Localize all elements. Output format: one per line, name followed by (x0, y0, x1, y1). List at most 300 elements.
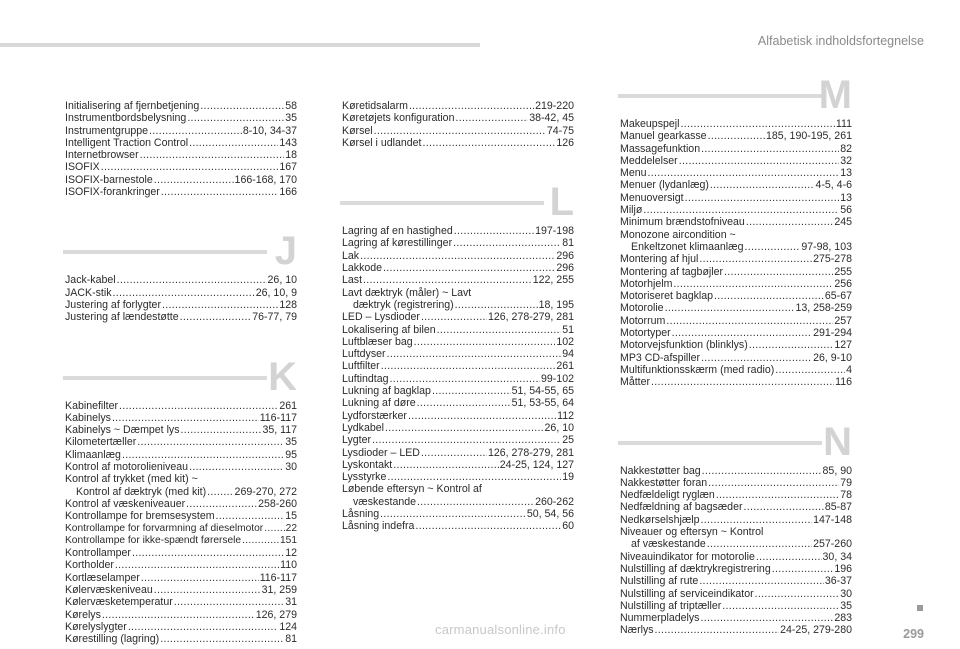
entry-page-ref: 19 (562, 471, 574, 484)
dot-leader (154, 174, 234, 186)
section-letter: M (818, 73, 852, 117)
entry-term: Kabinefilter (65, 399, 118, 412)
section-letter: L (549, 180, 574, 225)
index-entry (65, 596, 297, 608)
entry-term: Kørsel (342, 124, 373, 137)
entry-term: Montering af tagbøjler (620, 265, 724, 278)
dot-leader (387, 348, 562, 360)
dot-leader (749, 339, 834, 351)
entry-line (620, 465, 852, 477)
index-entry (65, 100, 297, 112)
index-column-3 (620, 72, 852, 637)
entry-term: Miljø (620, 204, 643, 217)
dot-leader (363, 274, 532, 286)
entry-term: LED – Lysdioder (342, 311, 420, 324)
entry-page-ref: 122, 255 (532, 274, 574, 287)
section-spacer (65, 198, 297, 228)
entry-page-ref: 124 (279, 620, 297, 633)
section-letter: K (268, 354, 297, 399)
dot-leader (189, 137, 278, 149)
entry-term: Justering af forlygter (65, 298, 161, 311)
dot-leader (174, 596, 284, 608)
section-divider (340, 201, 544, 205)
entry-page-ref: 79 (840, 476, 852, 489)
entry-page-ref: 35 (840, 599, 852, 612)
entry-term: ISOFIX (65, 161, 100, 174)
index-entry (65, 125, 297, 137)
section-divider (63, 376, 267, 380)
dot-leader (264, 523, 284, 535)
entry-term: Instrumentgruppe (65, 124, 149, 137)
dot-leader (417, 496, 534, 508)
entry-term: Lagring af kørestillinger (342, 237, 453, 250)
entry-line (65, 125, 297, 137)
index-entry (620, 477, 852, 489)
index-entry (342, 324, 574, 336)
index-entry (620, 290, 852, 302)
index-entry (620, 192, 852, 204)
dot-leader (724, 266, 833, 278)
dot-leader (701, 352, 812, 364)
entry-line (620, 290, 852, 302)
dot-leader (393, 459, 499, 471)
section-divider (618, 441, 822, 445)
entry-term: Nummerpladelys (620, 612, 700, 625)
entry-term: Manuel gearkasse (620, 130, 707, 143)
dot-leader (755, 588, 840, 600)
entry-page-ref: 13, 258-259 (795, 302, 852, 315)
entry-line (65, 498, 297, 510)
dot-leader (710, 179, 815, 191)
entry-page-ref: 31 (285, 596, 297, 609)
index-entry (65, 535, 297, 547)
index-entry (620, 155, 852, 167)
section-letter-heading (620, 419, 852, 465)
dot-leader (680, 118, 834, 130)
entry-term: Kontrollampe for bremsesystem (65, 510, 215, 523)
entry-page-ref: 35 (285, 436, 297, 449)
entry-term: Nedkørselshjælp (620, 513, 700, 526)
dot-leader (655, 624, 780, 636)
entry-line (65, 547, 297, 559)
entry-line (342, 434, 574, 446)
index-entry (65, 287, 297, 299)
entry-continuation-line (620, 538, 852, 550)
entry-term: Nakkestøtter foran (620, 476, 708, 489)
index-entry (620, 266, 852, 278)
dot-leader (699, 575, 824, 587)
index-entry (65, 400, 297, 412)
entry-term: Lavt dæktryk (måler) ~ Lavt (342, 286, 472, 299)
entry-term: Kortlæselamper (65, 571, 140, 584)
index-entry (342, 287, 574, 312)
entry-term: Kørelys (65, 608, 101, 621)
entry-line (342, 225, 574, 237)
entry-page-ref: 296 (556, 262, 574, 275)
index-entry (620, 143, 852, 155)
entry-term: Kontrollamper (65, 547, 131, 560)
section-letter-heading (65, 354, 297, 400)
entry-page-ref: 51, 54-55, 65 (511, 385, 574, 398)
entry-line (620, 624, 852, 636)
dot-leader (651, 376, 834, 388)
dot-leader (685, 192, 840, 204)
entry-line (620, 526, 852, 538)
entry-term: Intelligent Traction Control (65, 136, 189, 149)
index-entry (65, 547, 297, 559)
index-entry (65, 572, 297, 584)
entry-line (65, 584, 297, 596)
entry-line (342, 262, 574, 274)
entry-line (342, 336, 574, 348)
section-letter-heading (65, 228, 297, 274)
entry-page-ref: 296 (556, 249, 574, 262)
index-entry (342, 274, 574, 286)
entry-term: Kørelyslygter (65, 620, 127, 633)
index-entry (342, 225, 574, 237)
entry-page-ref: 269-270, 272 (234, 485, 297, 498)
entry-line (620, 315, 852, 327)
entry-page-ref: 112 (557, 409, 574, 422)
dot-leader (242, 535, 279, 547)
entry-page-ref: 95 (285, 448, 297, 461)
entry-line (342, 348, 574, 360)
entry-line (620, 278, 852, 290)
entry-line (65, 609, 297, 621)
section-divider (63, 250, 267, 254)
entry-term: Nakkestøtter bag (620, 464, 701, 477)
dot-leader (772, 563, 834, 575)
index-entry (65, 449, 297, 461)
entry-line (620, 204, 852, 216)
entry-term: Justering af lændestøtte (65, 311, 179, 324)
index-entry (342, 397, 574, 409)
entry-page-ref: 126 (556, 136, 574, 149)
entry-term: Nulstilling af serviceindikator (620, 587, 754, 600)
entry-term: Løbende eftersyn ~ Kontrol af (342, 483, 482, 496)
entry-continuation-term: Kontrol af dæktryk (med kit) (76, 485, 207, 498)
entry-line (342, 112, 574, 124)
dot-leader (716, 489, 839, 501)
index-entry (65, 299, 297, 311)
entry-term: Luftfilter (342, 360, 380, 373)
entry-line (620, 253, 852, 265)
entry-page-ref: 81 (285, 633, 297, 646)
page-marker-square (917, 605, 923, 611)
entry-page-ref: 147-148 (813, 513, 852, 526)
entry-page-ref: 76-77, 79 (252, 311, 297, 324)
entry-term: Luftblæser bag (342, 335, 413, 348)
index-entry (620, 216, 852, 228)
top-rule-left (0, 43, 480, 47)
index-entry (65, 412, 297, 424)
entry-line (620, 143, 852, 155)
dot-leader (140, 149, 285, 161)
entry-page-ref: 13 (840, 167, 852, 180)
entry-line (620, 327, 852, 339)
entry-page-ref: 111 (835, 118, 852, 130)
entry-line (620, 192, 852, 204)
entry-page-ref: 116 (835, 376, 852, 389)
dot-leader (455, 299, 538, 311)
dot-leader (454, 225, 534, 237)
entry-line (342, 250, 574, 262)
entry-page-ref: 291-294 (813, 327, 852, 340)
entry-term: Låsning indefra (342, 520, 415, 533)
index-entry (342, 262, 574, 274)
index-entry (342, 311, 574, 323)
entry-page-ref: 15 (285, 510, 297, 523)
entry-line (342, 274, 574, 286)
entry-term: Last (342, 274, 363, 287)
index-entry (65, 161, 297, 173)
entry-continuation-term: væskestande (353, 495, 417, 508)
entry-page-ref: 24-25, 279-280 (780, 624, 852, 637)
dot-leader (415, 520, 561, 532)
entry-page-ref: 50, 54, 56 (526, 508, 574, 521)
entry-line (620, 477, 852, 489)
dot-leader (187, 112, 284, 124)
entry-page-ref: 81 (562, 237, 574, 250)
dot-leader (189, 461, 284, 473)
index-entry (65, 609, 297, 621)
entry-line (620, 600, 852, 612)
entry-continuation-term: Enkeltzonet klimaanlæg (631, 240, 744, 253)
dot-leader (756, 551, 822, 563)
entry-line (342, 137, 574, 149)
entry-line (65, 412, 297, 424)
entry-continuation-line (342, 299, 574, 311)
index-section-m (620, 72, 852, 389)
entry-page-ref: 257-260 (813, 538, 852, 551)
entry-page-ref: 30 (285, 461, 297, 474)
entry-line (65, 596, 297, 608)
entry-page-ref: 196 (834, 562, 852, 575)
dot-leader (744, 241, 800, 253)
index-entry (65, 621, 297, 633)
entry-page-ref: 18, 195 (538, 298, 574, 311)
entry-term: Nærlys (620, 624, 654, 637)
entry-term: Menu (620, 167, 647, 180)
index-entry (620, 167, 852, 179)
entry-page-ref: 35 (285, 112, 297, 125)
entry-line (620, 563, 852, 575)
entry-term: Massagefunktion (620, 142, 701, 155)
entry-line (65, 149, 297, 161)
entry-continuation-line (65, 486, 297, 498)
entry-line (620, 501, 852, 513)
section-divider (618, 94, 822, 98)
index-entry (65, 274, 297, 286)
entry-line (620, 339, 852, 351)
entry-line (65, 424, 297, 436)
index-entry (620, 563, 852, 575)
entry-term: Meddelelser (620, 154, 678, 167)
entry-line (65, 535, 297, 547)
index-entry (342, 336, 574, 348)
entry-line (620, 575, 852, 587)
entry-line (342, 100, 574, 112)
index-entry (65, 149, 297, 161)
index-entry (342, 483, 574, 508)
index-section-j (65, 228, 297, 323)
entry-page-ref: 18 (285, 149, 297, 162)
entry-page-ref: 26, 10 (267, 274, 297, 287)
entry-line (342, 483, 574, 495)
entry-line (620, 364, 852, 376)
entry-page-ref: 24-25, 124, 127 (499, 458, 574, 471)
index-entry (342, 112, 574, 124)
index-entry (620, 514, 852, 526)
entry-continuation-line (620, 241, 852, 253)
entry-page-ref: 261 (279, 399, 297, 412)
dot-leader (128, 621, 279, 633)
index-entry (342, 508, 574, 520)
index-entry (65, 461, 297, 473)
entry-term: Nedfældning af bagsæder (620, 501, 743, 514)
index-entry (342, 459, 574, 471)
dot-leader (409, 100, 534, 112)
entry-line (65, 523, 297, 535)
entry-term: Lydforstærker (342, 409, 407, 422)
entry-term: JACK-stik (65, 286, 112, 299)
section-letter: J (274, 229, 297, 274)
entry-term: Køretidsalarm (342, 100, 408, 112)
entry-page-ref: 82 (840, 142, 852, 155)
dot-leader (149, 125, 242, 137)
index-entry (620, 575, 852, 587)
index-entry (620, 624, 852, 636)
dot-leader (417, 397, 511, 409)
entry-term: Lak (342, 249, 360, 262)
entry-term: Kørestilling (lagring) (65, 633, 160, 646)
index-entry (342, 520, 574, 532)
entry-page-ref: 30, 34 (822, 550, 852, 563)
entry-line (65, 473, 297, 485)
entry-line (65, 449, 297, 461)
entry-term: Kabinelys (65, 411, 111, 424)
entry-page-ref: 94 (562, 348, 574, 361)
entry-page-ref: 275-278 (813, 253, 852, 266)
entry-page-ref: 257 (834, 314, 852, 327)
index-section-l (342, 179, 574, 532)
entry-line (620, 130, 852, 142)
entry-line (620, 229, 852, 241)
entry-term: Kortholder (65, 559, 114, 572)
entry-page-ref: 36-37 (824, 575, 852, 588)
index-entry (342, 422, 574, 434)
index-entry (65, 112, 297, 124)
entry-page-ref: 26, 9-10 (813, 351, 852, 364)
dot-leader (408, 410, 556, 422)
entry-page-ref: 256 (834, 277, 852, 290)
index-entry (620, 465, 852, 477)
entry-page-ref: 13 (840, 191, 852, 204)
dot-leader (113, 287, 255, 299)
entry-page-ref: 35, 117 (262, 424, 297, 437)
entry-line (65, 299, 297, 311)
index-entry (65, 311, 297, 323)
dot-leader (117, 274, 267, 286)
entry-line (65, 510, 297, 522)
entry-line (65, 559, 297, 571)
dot-leader (112, 412, 259, 424)
entry-line (65, 274, 297, 286)
entry-page-ref: 4-5, 4-6 (815, 179, 852, 192)
dot-leader (648, 167, 840, 179)
entry-page-ref: 102 (556, 335, 574, 348)
index-entry (342, 360, 574, 372)
index-entry (65, 174, 297, 186)
entry-line (342, 311, 574, 323)
index-entry (620, 278, 852, 290)
entry-term: Motorolie (620, 302, 664, 315)
entry-page-ref: 99-102 (541, 372, 574, 385)
entry-line (65, 461, 297, 473)
dot-leader (119, 400, 278, 412)
entry-page-ref: 51, 53-55, 64 (511, 397, 574, 410)
dot-leader (161, 186, 279, 198)
index-entry (620, 526, 852, 551)
entry-page-ref: 219-220 (535, 100, 574, 112)
dot-leader (181, 424, 262, 436)
entry-line (342, 508, 574, 520)
entry-line (342, 385, 574, 397)
entry-term: Klimaanlæg (65, 448, 121, 461)
entry-term: Kabinelys ~ Dæmpet lys (65, 424, 180, 437)
index-entry (65, 473, 297, 498)
section-spacer (620, 389, 852, 419)
index-entry (65, 510, 297, 522)
entry-line (342, 397, 574, 409)
dot-leader (679, 155, 839, 167)
index-entry (342, 447, 574, 459)
entry-page-ref: 32 (840, 154, 852, 167)
entry-page-ref: 127 (834, 339, 852, 352)
entry-term: Nedfældeligt ryglæn (620, 489, 715, 502)
entry-line (342, 324, 574, 336)
dot-leader (154, 584, 261, 596)
entry-line (620, 489, 852, 501)
entry-line (65, 137, 297, 149)
entry-line (620, 155, 852, 167)
entry-term: Kølervæskeniveau (65, 584, 153, 597)
entry-line (65, 400, 297, 412)
dot-leader (390, 373, 540, 385)
section-letter: N (823, 419, 852, 464)
dot-leader (432, 385, 511, 397)
entry-continuation-line (342, 496, 574, 508)
dot-leader (101, 161, 279, 173)
index-entry (620, 600, 852, 612)
index-entry (65, 498, 297, 510)
entry-term: Kørsel i udlandet (342, 136, 422, 149)
index-entry (342, 434, 574, 446)
entry-term: Lysstyrke (342, 471, 387, 484)
section-spacer (65, 324, 297, 354)
entry-page-ref: 8-10, 34-37 (242, 124, 297, 137)
dot-leader (137, 436, 284, 448)
entry-page-ref: 283 (834, 612, 852, 625)
entry-page-ref: 74-75 (546, 124, 574, 137)
dot-leader (672, 327, 812, 339)
entry-term: Minimum brændstofniveau (620, 216, 745, 229)
entry-page-ref: 38-42, 45 (529, 112, 574, 125)
entry-page-ref: 116-117 (259, 571, 297, 584)
entry-page-ref: 260-262 (535, 495, 574, 508)
entry-term: Lokalisering af bilen (342, 323, 436, 336)
index-entry (620, 179, 852, 191)
